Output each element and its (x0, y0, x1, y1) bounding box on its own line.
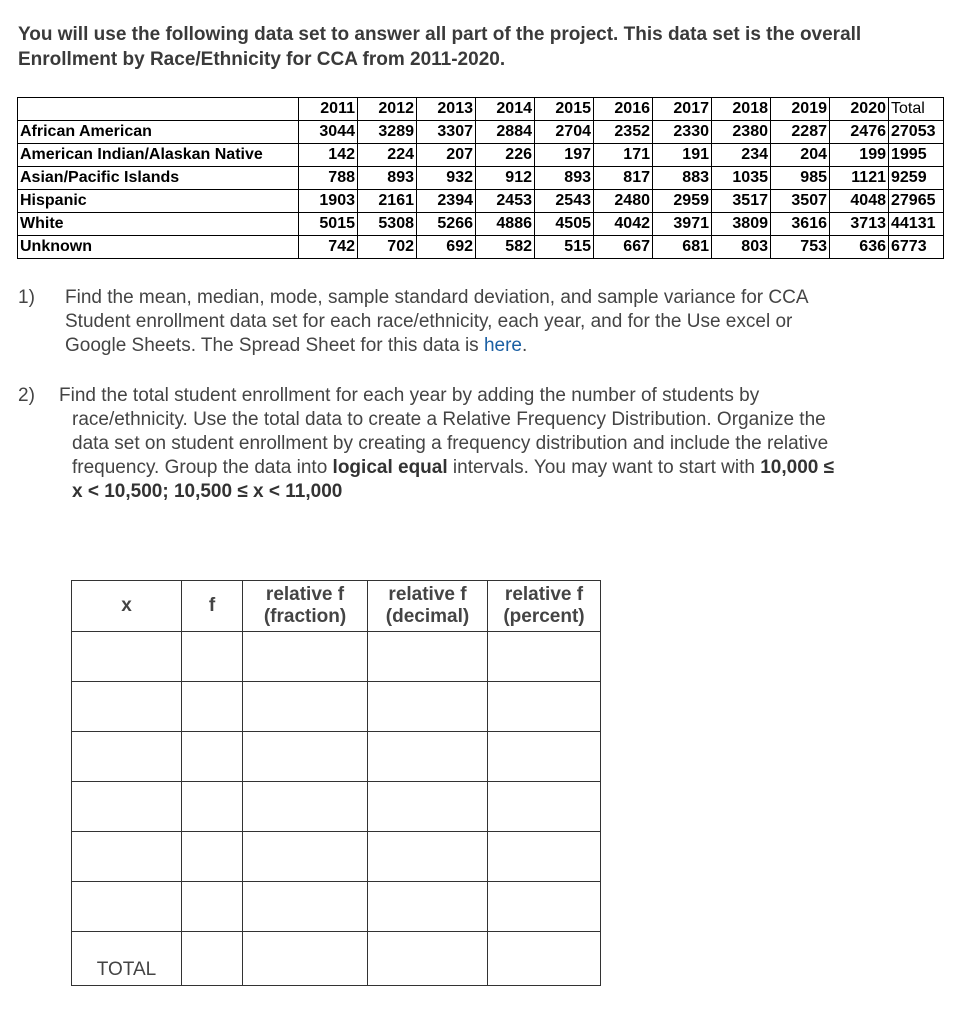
table-cell: 817 (594, 167, 653, 190)
year-header: 2016 (594, 98, 653, 121)
table-cell[interactable] (368, 732, 488, 782)
table-cell: 893 (358, 167, 417, 190)
table-row (72, 832, 601, 882)
table-cell[interactable] (72, 832, 182, 882)
rel-decimal-header-line1: relative f (388, 584, 467, 605)
table-cell: 3044 (299, 121, 358, 144)
table-cell: 3507 (771, 190, 830, 213)
rel-fraction-header-line2: (fraction) (263, 606, 347, 627)
table-cell: 803 (712, 236, 771, 259)
frequency-table (71, 580, 601, 986)
table-cell[interactable] (488, 782, 601, 832)
table-cell: 4505 (535, 213, 594, 236)
table-cell: 667 (594, 236, 653, 259)
row-total: 1995 (889, 144, 944, 167)
table-cell: 2480 (594, 190, 653, 213)
rel-percent-header-line2: (percent) (503, 606, 585, 627)
table-cell: 742 (299, 236, 358, 259)
table-cell: 3971 (653, 213, 712, 236)
table-cell[interactable] (182, 932, 243, 986)
table-cell: 4048 (830, 190, 889, 213)
table-cell: 2959 (653, 190, 712, 213)
question-2 (18, 384, 943, 504)
table-cell: 191 (653, 144, 712, 167)
table-cell[interactable] (488, 832, 601, 882)
table-row (18, 190, 944, 213)
table-cell[interactable] (368, 682, 488, 732)
spreadsheet-link[interactable]: here (483, 335, 522, 356)
table-cell: 681 (653, 236, 712, 259)
row-label: Asian/Pacific Islands (18, 167, 299, 190)
table-cell: 2453 (476, 190, 535, 213)
enrollment-header-row (18, 98, 944, 121)
x-header: x (72, 581, 182, 632)
question-2-line: data set on student enrollment by creating a frequency distribution and include the relative (72, 433, 829, 454)
table-cell[interactable] (243, 782, 368, 832)
table-cell[interactable] (182, 832, 243, 882)
table-cell[interactable] (243, 632, 368, 682)
table-row (72, 782, 601, 832)
table-cell: 1903 (299, 190, 358, 213)
table-row (18, 236, 944, 259)
table-cell: 932 (417, 167, 476, 190)
question-2-intervals: x < 10,500; 10,500 ≤ x < 11,000 (72, 481, 343, 502)
table-cell: 2330 (653, 121, 712, 144)
question-2-interval-start: 10,000 ≤ (760, 457, 835, 478)
table-cell: 2287 (771, 121, 830, 144)
table-cell: 3809 (712, 213, 771, 236)
table-row (18, 121, 944, 144)
year-header: 2020 (830, 98, 889, 121)
row-total: 27053 (889, 121, 944, 144)
row-total: 9259 (889, 167, 944, 190)
table-cell[interactable] (182, 682, 243, 732)
table-cell[interactable] (72, 732, 182, 782)
table-row (18, 167, 944, 190)
table-cell[interactable] (368, 632, 488, 682)
table-cell[interactable] (488, 732, 601, 782)
question-2-line: Find the total student enrollment for each year by adding the number of students by (59, 385, 760, 406)
intro-line-2: Enrollment by Race/Ethnicity for CCA from 2011-2020. (18, 49, 506, 70)
total-header: Total (889, 98, 944, 121)
question-2-emphasis: logical equal (332, 457, 448, 478)
table-cell: 2352 (594, 121, 653, 144)
table-cell[interactable] (368, 882, 488, 932)
table-row (72, 882, 601, 932)
table-cell: 3307 (417, 121, 476, 144)
table-cell: 2476 (830, 121, 889, 144)
frequency-header-row (72, 581, 601, 632)
table-cell: 883 (653, 167, 712, 190)
intro-text (18, 22, 943, 72)
row-total: 27965 (889, 190, 944, 213)
table-cell: 753 (771, 236, 830, 259)
table-cell: 893 (535, 167, 594, 190)
question-2-line: race/ethnicity. Use the total data to create a Relative Frequency Distribution. Organize the (72, 409, 826, 430)
table-cell: 515 (535, 236, 594, 259)
table-row (72, 732, 601, 782)
table-cell: 197 (535, 144, 594, 167)
table-cell: 207 (417, 144, 476, 167)
table-cell: 226 (476, 144, 535, 167)
table-cell: 4042 (594, 213, 653, 236)
question-1-line: Find the mean, median, mode, sample standard deviation, and sample variance for CCA (65, 287, 809, 308)
question-1-number: 1) (18, 287, 35, 308)
year-header: 2019 (771, 98, 830, 121)
table-cell: 2394 (417, 190, 476, 213)
intro-line-1: You will use the following data set to answer all part of the project. This data set is the overall (18, 24, 862, 45)
table-cell[interactable] (182, 882, 243, 932)
question-1 (18, 286, 938, 358)
row-total: 6773 (889, 236, 944, 259)
table-cell: 4886 (476, 213, 535, 236)
year-header: 2014 (476, 98, 535, 121)
row-label: American Indian/Alaskan Native (18, 144, 299, 167)
table-cell[interactable] (182, 632, 243, 682)
total-label: TOTAL (72, 932, 182, 986)
table-cell[interactable] (72, 882, 182, 932)
f-header: f (182, 581, 243, 632)
year-header: 2017 (653, 98, 712, 121)
table-cell: 582 (476, 236, 535, 259)
table-cell: 171 (594, 144, 653, 167)
table-cell[interactable] (243, 882, 368, 932)
table-cell: 224 (358, 144, 417, 167)
table-cell[interactable] (368, 932, 488, 986)
table-row (72, 632, 601, 682)
table-cell: 788 (299, 167, 358, 190)
question-2-line-4-a: frequency. Group the data into (72, 457, 333, 478)
table-cell[interactable] (488, 682, 601, 732)
table-cell: 912 (476, 167, 535, 190)
question-1-line-3 (65, 334, 938, 358)
rel-decimal-header (368, 581, 488, 632)
year-header: 2011 (299, 98, 358, 121)
row-total: 44131 (889, 213, 944, 236)
table-cell: 204 (771, 144, 830, 167)
question-2-line-4-c: intervals. You may want to start with (447, 457, 761, 478)
total-row (72, 932, 601, 986)
table-cell: 702 (358, 236, 417, 259)
table-cell: 2161 (358, 190, 417, 213)
table-cell: 3517 (712, 190, 771, 213)
row-label: Hispanic (18, 190, 299, 213)
table-row (18, 144, 944, 167)
rel-decimal-header-line2: (decimal) (385, 606, 470, 627)
enrollment-header-corner (18, 98, 299, 121)
table-cell[interactable] (182, 782, 243, 832)
table-cell: 5308 (358, 213, 417, 236)
table-cell[interactable] (488, 932, 601, 986)
table-cell: 5266 (417, 213, 476, 236)
rel-percent-header (488, 581, 601, 632)
table-cell: 1121 (830, 167, 889, 190)
table-cell[interactable] (182, 732, 243, 782)
question-1-line-3-end: . (522, 335, 528, 356)
enrollment-table (17, 97, 944, 259)
table-cell[interactable] (72, 682, 182, 732)
question-2-number: 2) (18, 385, 35, 406)
table-cell: 3289 (358, 121, 417, 144)
table-cell: 2884 (476, 121, 535, 144)
year-header: 2018 (712, 98, 771, 121)
year-header: 2013 (417, 98, 476, 121)
table-cell: 3616 (771, 213, 830, 236)
year-header: 2012 (358, 98, 417, 121)
table-cell: 234 (712, 144, 771, 167)
table-cell[interactable] (488, 632, 601, 682)
table-cell: 2543 (535, 190, 594, 213)
table-cell: 2380 (712, 121, 771, 144)
table-cell: 3713 (830, 213, 889, 236)
table-cell: 199 (830, 144, 889, 167)
question-1-line: Student enrollment data set for each race/ethnicity, each year, and for the Use excel or (65, 311, 793, 332)
table-cell: 5015 (299, 213, 358, 236)
table-cell[interactable] (243, 732, 368, 782)
table-cell: 692 (417, 236, 476, 259)
table-row (18, 213, 944, 236)
table-cell: 985 (771, 167, 830, 190)
table-cell[interactable] (368, 832, 488, 882)
table-cell[interactable] (488, 882, 601, 932)
table-cell[interactable] (243, 682, 368, 732)
rel-fraction-header (243, 581, 368, 632)
row-label: African American (18, 121, 299, 144)
rel-percent-header-line1: relative f (504, 584, 584, 605)
table-row (72, 682, 601, 732)
table-cell[interactable] (72, 782, 182, 832)
question-1-line-3-start: Google Sheets. The Spread Sheet for this data is (65, 335, 484, 356)
row-label: Unknown (18, 236, 299, 259)
year-header: 2015 (535, 98, 594, 121)
rel-fraction-header-line1: relative f (265, 584, 345, 605)
table-cell: 142 (299, 144, 358, 167)
question-2-line-4 (72, 456, 943, 480)
question-1-text (65, 286, 938, 358)
table-cell[interactable] (243, 832, 368, 882)
row-label: White (18, 213, 299, 236)
table-cell: 1035 (712, 167, 771, 190)
table-cell[interactable] (72, 632, 182, 682)
table-cell[interactable] (368, 782, 488, 832)
table-cell: 636 (830, 236, 889, 259)
table-cell: 2704 (535, 121, 594, 144)
table-cell[interactable] (243, 932, 368, 986)
